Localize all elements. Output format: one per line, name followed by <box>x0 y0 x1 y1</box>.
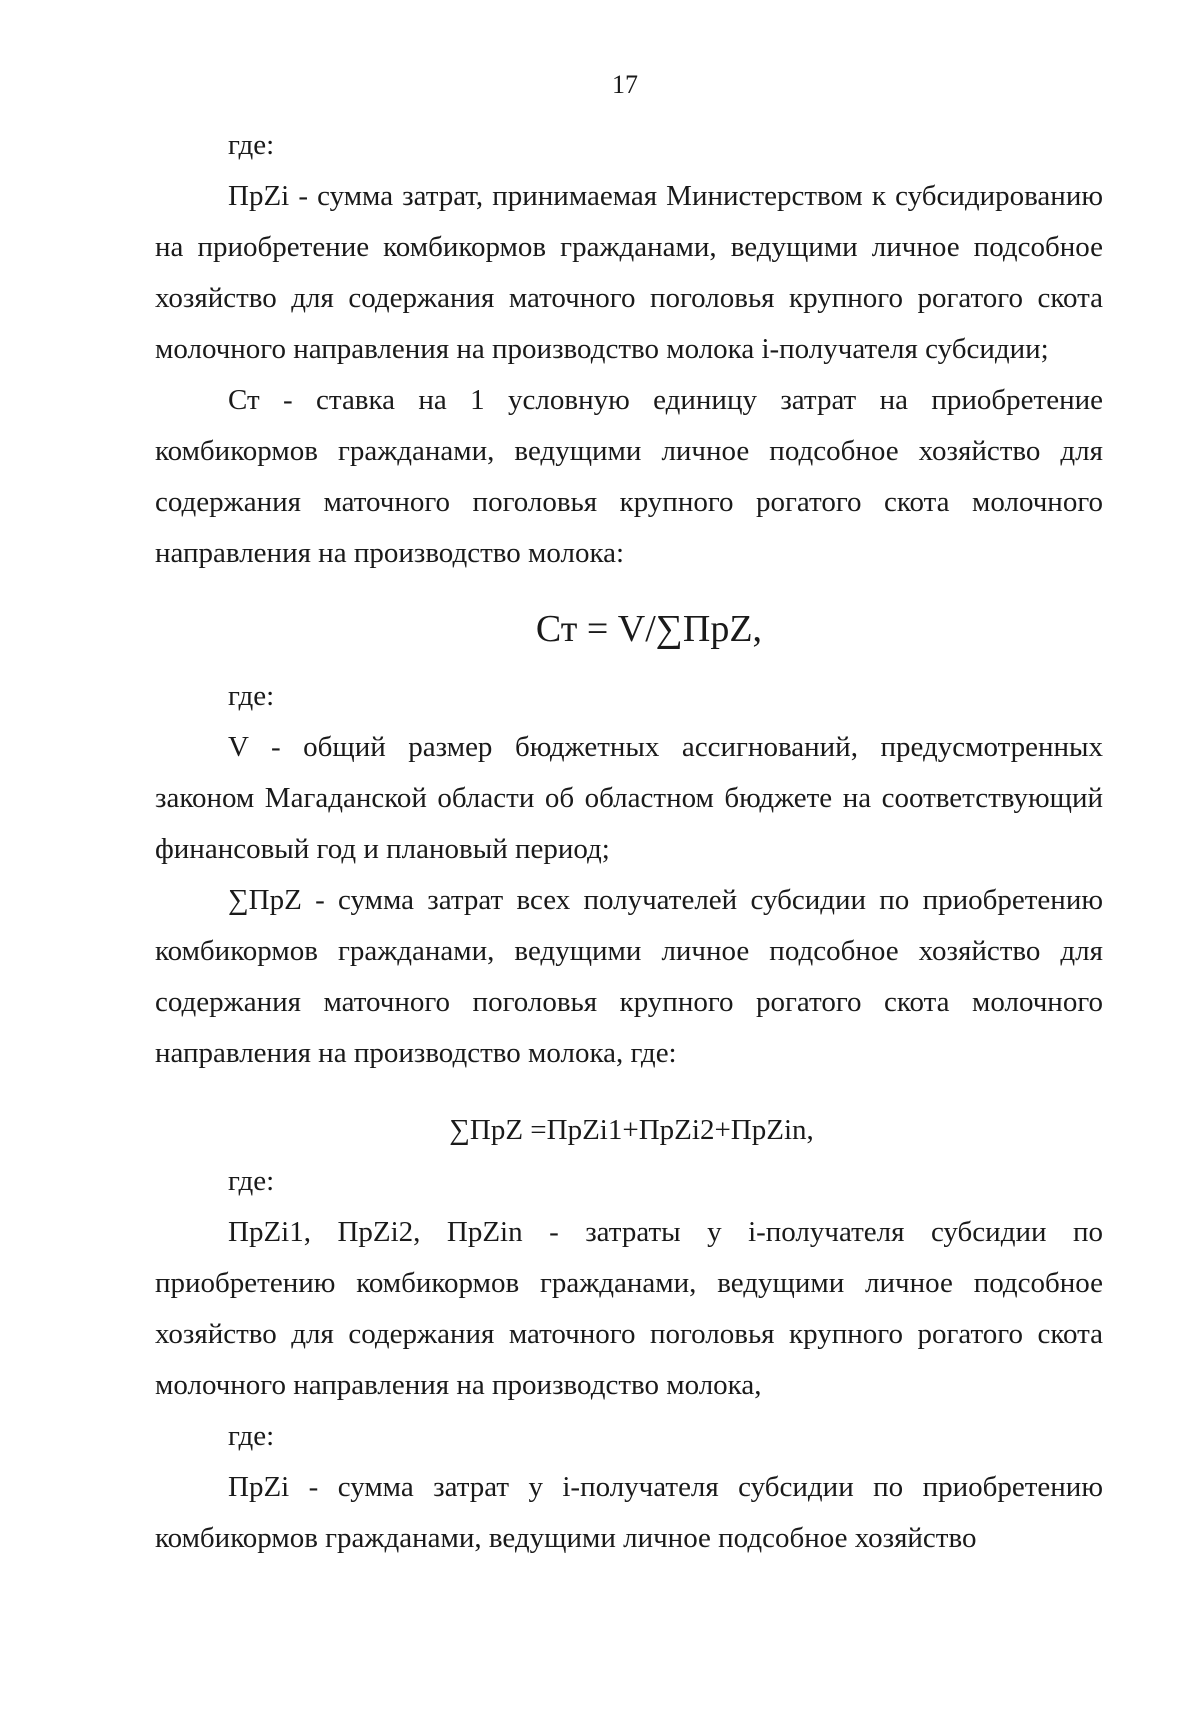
definition-v: V - общий размер бюджетных ассигнований, предусмотренных законом Магаданской области об областном бюджете на соответствующий финансовый год и плановый период; <box>155 731 1103 865</box>
where-label: где: <box>228 129 275 161</box>
page-number: 17 <box>612 70 638 99</box>
definition-przi-recipient: ПрZi - сумма затрат у i-получателя субсидии по приобретению комбикормов гражданами, ведущими личное подсобное хозяйство <box>155 1471 1103 1554</box>
formula-sum: ∑ПрZ =ПрZi1+ПрZi2+ПрZin, <box>449 1114 814 1146</box>
document-body <box>155 120 1103 1564</box>
definition-przi: ПрZi - сумма затрат, принимаемая Министерством к субсидированию на приобретение комбикормов гражданами, ведущими личное подсобное хозяйство для содержания маточного поголовья крупного рогатого скота молочного направления на производство молока i-получателя субсидии; <box>155 180 1103 365</box>
formula-rate: Ст = V/∑ПрZ, <box>535 608 763 650</box>
where-label: где: <box>228 680 275 712</box>
definition-sum: ∑ПрZ - сумма затрат всех получателей субсидии по приобретению комбикормов гражданами, ведущими личное подсобное хозяйство для содержания маточного поголовья крупного рогатого скота молочного направления на производство молока, где: <box>155 884 1103 1069</box>
definition-rate: Ст - ставка на 1 условную единицу затрат на приобретение комбикормов гражданами, ведущими личное подсобное хозяйство для содержания маточного поголовья крупного рогатого скота молочного направления на производство молока: <box>155 384 1103 569</box>
where-label: где: <box>228 1165 275 1197</box>
definition-przi-components: ПрZi1, ПрZi2, ПрZin - затраты у i-получателя субсидии по приобретению комбикормов гражданами, ведущими личное подсобное хозяйство для содержания маточного поголовья крупного рогатого скота молочного направления на производство молока, <box>155 1216 1103 1401</box>
where-label: где: <box>228 1420 275 1452</box>
